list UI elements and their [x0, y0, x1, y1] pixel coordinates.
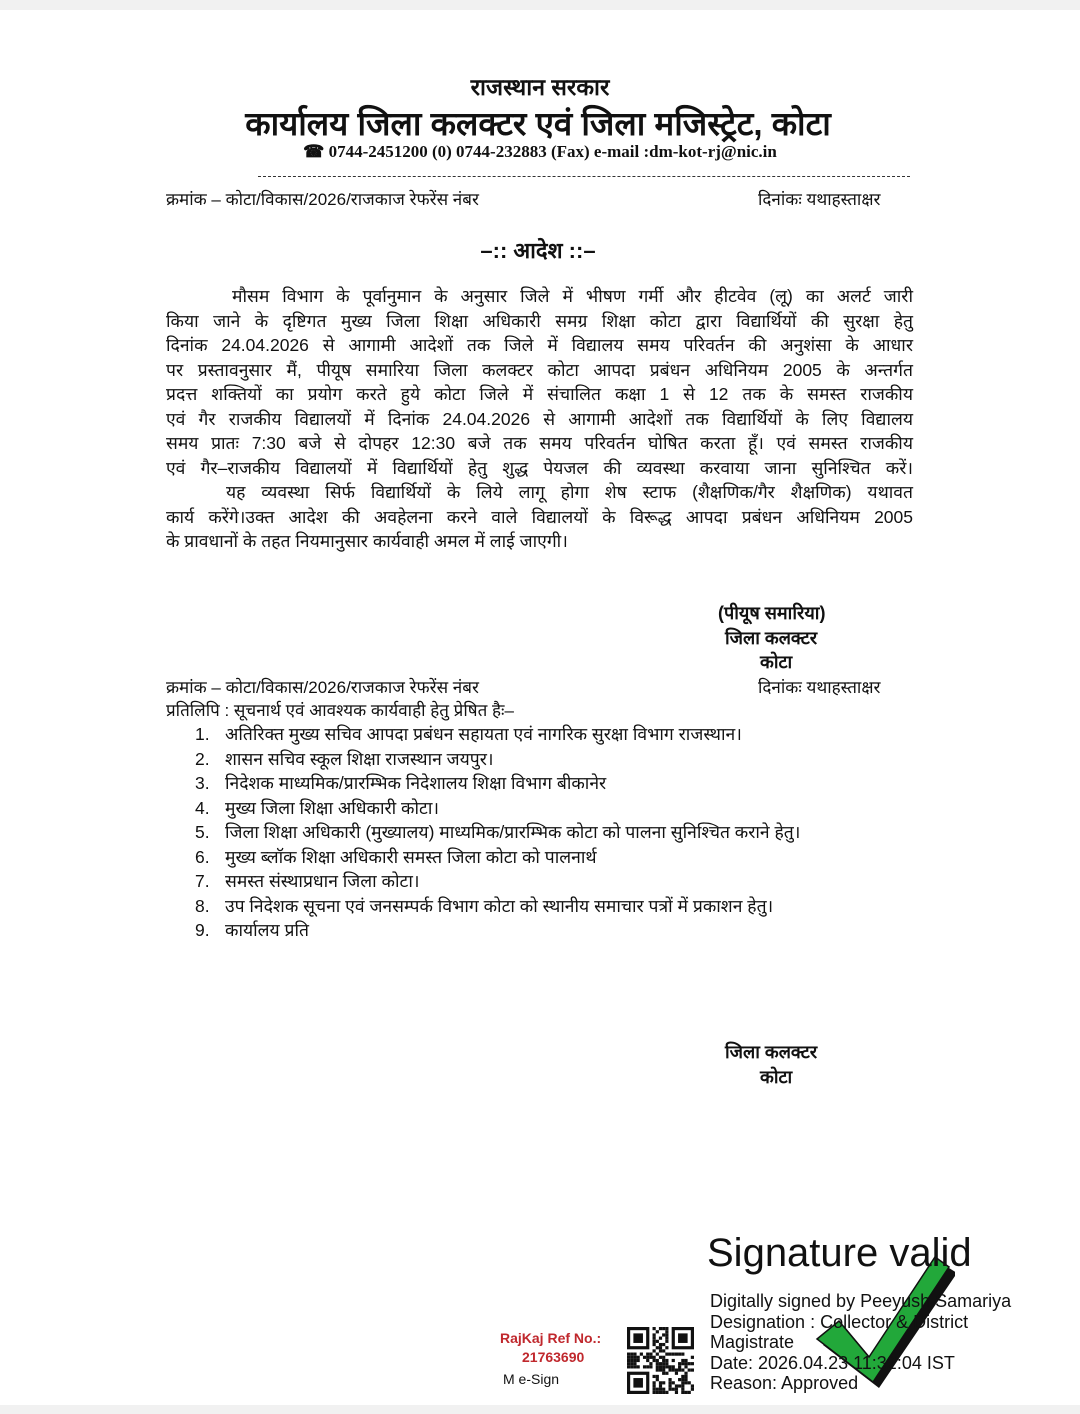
office-title: कार्यालय जिला कलक्टर एवं जिला मजिस्ट्रेट, कोटा	[245, 105, 831, 142]
paragraph-line: के प्रावधानों के तहत नियमानुसार कार्यवाही अमल में लाई जाएगी।	[166, 531, 568, 551]
list-text: उप निदेशक सूचना एवं जनसम्पर्क विभाग कोटा को स्थानीय समाचार पत्रों में प्रकाशन हेतु।	[225, 895, 774, 916]
govt-heading: राजस्थान सरकार	[470, 74, 610, 100]
list-item	[195, 771, 606, 795]
paragraph-line: प्रदत्त शक्तियों का प्रयोग करते हुये कोटा जिले में संचालित कक्षा 1 से 12 तक के समस्त राजकीय	[166, 384, 913, 404]
list-number: 2.	[195, 748, 210, 769]
list-text: मुख्य जिला शिक्षा अधिकारी कोटा।	[225, 797, 440, 818]
paragraph-line: एवं गैर–राजकीय विद्यालयों में विद्यार्थियों हेतु शुद्ध पेयजल की व्यवस्था करवाया जाना सुनिश्चित करें।	[166, 457, 913, 478]
list-number: 3.	[195, 773, 210, 793]
list-item	[195, 820, 800, 844]
qr-code[interactable]	[627, 1327, 694, 1394]
ref-number: क्रमांक – कोटा/विकास/2026/राजकाज रेफरेंस नंबर	[166, 190, 479, 209]
list-text: कार्यालय प्रति	[225, 920, 309, 940]
paragraph-line: समय प्रातः 7:30 बजे से दोपहर 12:30 बजे तक समय परिवर्तन घोषित करता हूँ। एवं समस्त राजकीय	[166, 433, 913, 453]
list-item	[195, 894, 773, 918]
rajkaj-label: RajKaj Ref No.:	[500, 1330, 602, 1346]
telephone-icon: ☎	[303, 142, 325, 161]
paragraph-line: कार्य करेंगे।उक्त आदेश की अवहेलना करने वाले विद्यालयों के विरूद्ध आपदा प्रबंधन अधिनियम 2005	[166, 506, 913, 527]
list-item	[195, 796, 439, 820]
contact-text: 0744-2451200 (0) 0744-232883 (Fax) e-mail :dm-kot-rj@nic.in	[328, 142, 777, 161]
list-text: मुख्य ब्लॉक शिक्षा अधिकारी समस्त जिला कोटा को पालनार्थ	[225, 846, 597, 867]
final-place: कोटा	[760, 1067, 793, 1087]
list-text: अतिरिक्त मुख्य सचिव आपदा प्रबंधन सहायता एवं नागरिक सुरक्षा विभाग राजस्थान।	[225, 724, 742, 744]
list-item	[195, 869, 420, 893]
signatory-name: (पीयूष समारिया)	[718, 603, 826, 623]
list-item	[195, 845, 597, 869]
paragraph-line: यह व्यवस्था सिर्फ विद्यार्थियों के लिये लागू होगा शेष स्टाफ (शैक्षणिक/गैर शैक्षणिक) यथावत	[226, 482, 913, 502]
order-title: –:: आदेश ::–	[480, 238, 596, 263]
list-number: 8.	[195, 895, 210, 916]
paragraph-line: पर प्रस्तावनुसार मैं, पीयूष समारिया जिला कलक्टर कोटा आपदा प्रबंधन अधिनियम 2005 के अन्तर्गत	[166, 359, 913, 380]
list-text: जिला शिक्षा अधिकारी (मुख्यालय) माध्यमिक/प्रारम्भिक कोटा को पालना सुनिश्चित कराने हेतु।	[225, 822, 801, 842]
signatory-place: कोटा	[760, 652, 793, 672]
mesign-label: M e-Sign	[503, 1371, 560, 1387]
copy-intro: प्रतिलिपि : सूचनार्थ एवं आवश्यक कार्यवाही हेतु प्रेषित हैः–	[166, 701, 514, 720]
list-number: 6.	[195, 846, 210, 867]
ref-date: दिनांकः यथाहस्ताक्षर	[758, 190, 881, 209]
list-number: 4.	[195, 797, 210, 818]
paragraph-line: मौसम विभाग के पूर्वानुमान के अनुसार जिले में भीषण गर्मी और हीटवेव (लू) का अलर्ट जारी	[232, 286, 913, 306]
signature-status: Signature valid	[707, 1231, 972, 1275]
list-number: 1.	[195, 724, 210, 744]
sign-reason: Reason: Approved	[710, 1373, 859, 1393]
paragraph-line: एवं गैर राजकीय विद्यालयों में दिनांक 24.04.2026 से आगामी आदेशों तक विद्यार्थियों के लिए विद्यालय	[166, 408, 913, 429]
sign-date: Date: 2026.04.23 11:32:04 IST	[710, 1352, 955, 1373]
list-number: 7.	[195, 871, 210, 891]
paragraph-line: दिनांक 24.04.2026 से आगामी आदेशों तक जिले में विद्यालय समय परिवर्तन की अनुशंसा के आधार	[166, 335, 913, 355]
list-text: शासन सचिव स्कूल शिक्षा राजस्थान जयपुर।	[225, 748, 494, 769]
list-text: निदेशक माध्यमिक/प्रारम्भिक निदेशालय शिक्षा विभाग बीकानेर	[225, 773, 607, 793]
list-number: 9.	[195, 920, 210, 940]
ref-date-2: दिनांकः यथाहस्ताक्षर	[758, 678, 881, 697]
list-item	[195, 747, 494, 771]
list-text: समस्त संस्थाप्रधान जिला कोटा।	[225, 871, 420, 891]
list-number: 5.	[195, 822, 210, 842]
list-item	[195, 722, 742, 746]
divider	[258, 176, 910, 177]
list-item	[195, 918, 309, 942]
sign-designation: Designation : Collector & District	[710, 1311, 969, 1332]
document-sheet	[0, 10, 1080, 1405]
sign-designation-cont: Magistrate	[710, 1332, 795, 1352]
signed-by: Digitally signed by Peeyush Samariya	[710, 1291, 1012, 1311]
paragraph-line: किया जाने के दृष्टिगत मुख्य जिला शिक्षा अधिकारी समग्र शिक्षा कोटा द्वारा विद्यार्थियों की सुरक्षा हेतु	[166, 310, 913, 331]
contact-line	[0, 142, 1080, 162]
ref-number-2: क्रमांक – कोटा/विकास/2026/राजकाज रेफरेंस नंबर	[166, 678, 479, 697]
final-designation: जिला कलक्टर	[725, 1042, 818, 1062]
rajkaj-number: 21763690	[522, 1349, 585, 1365]
signatory-designation: जिला कलक्टर	[725, 628, 818, 648]
